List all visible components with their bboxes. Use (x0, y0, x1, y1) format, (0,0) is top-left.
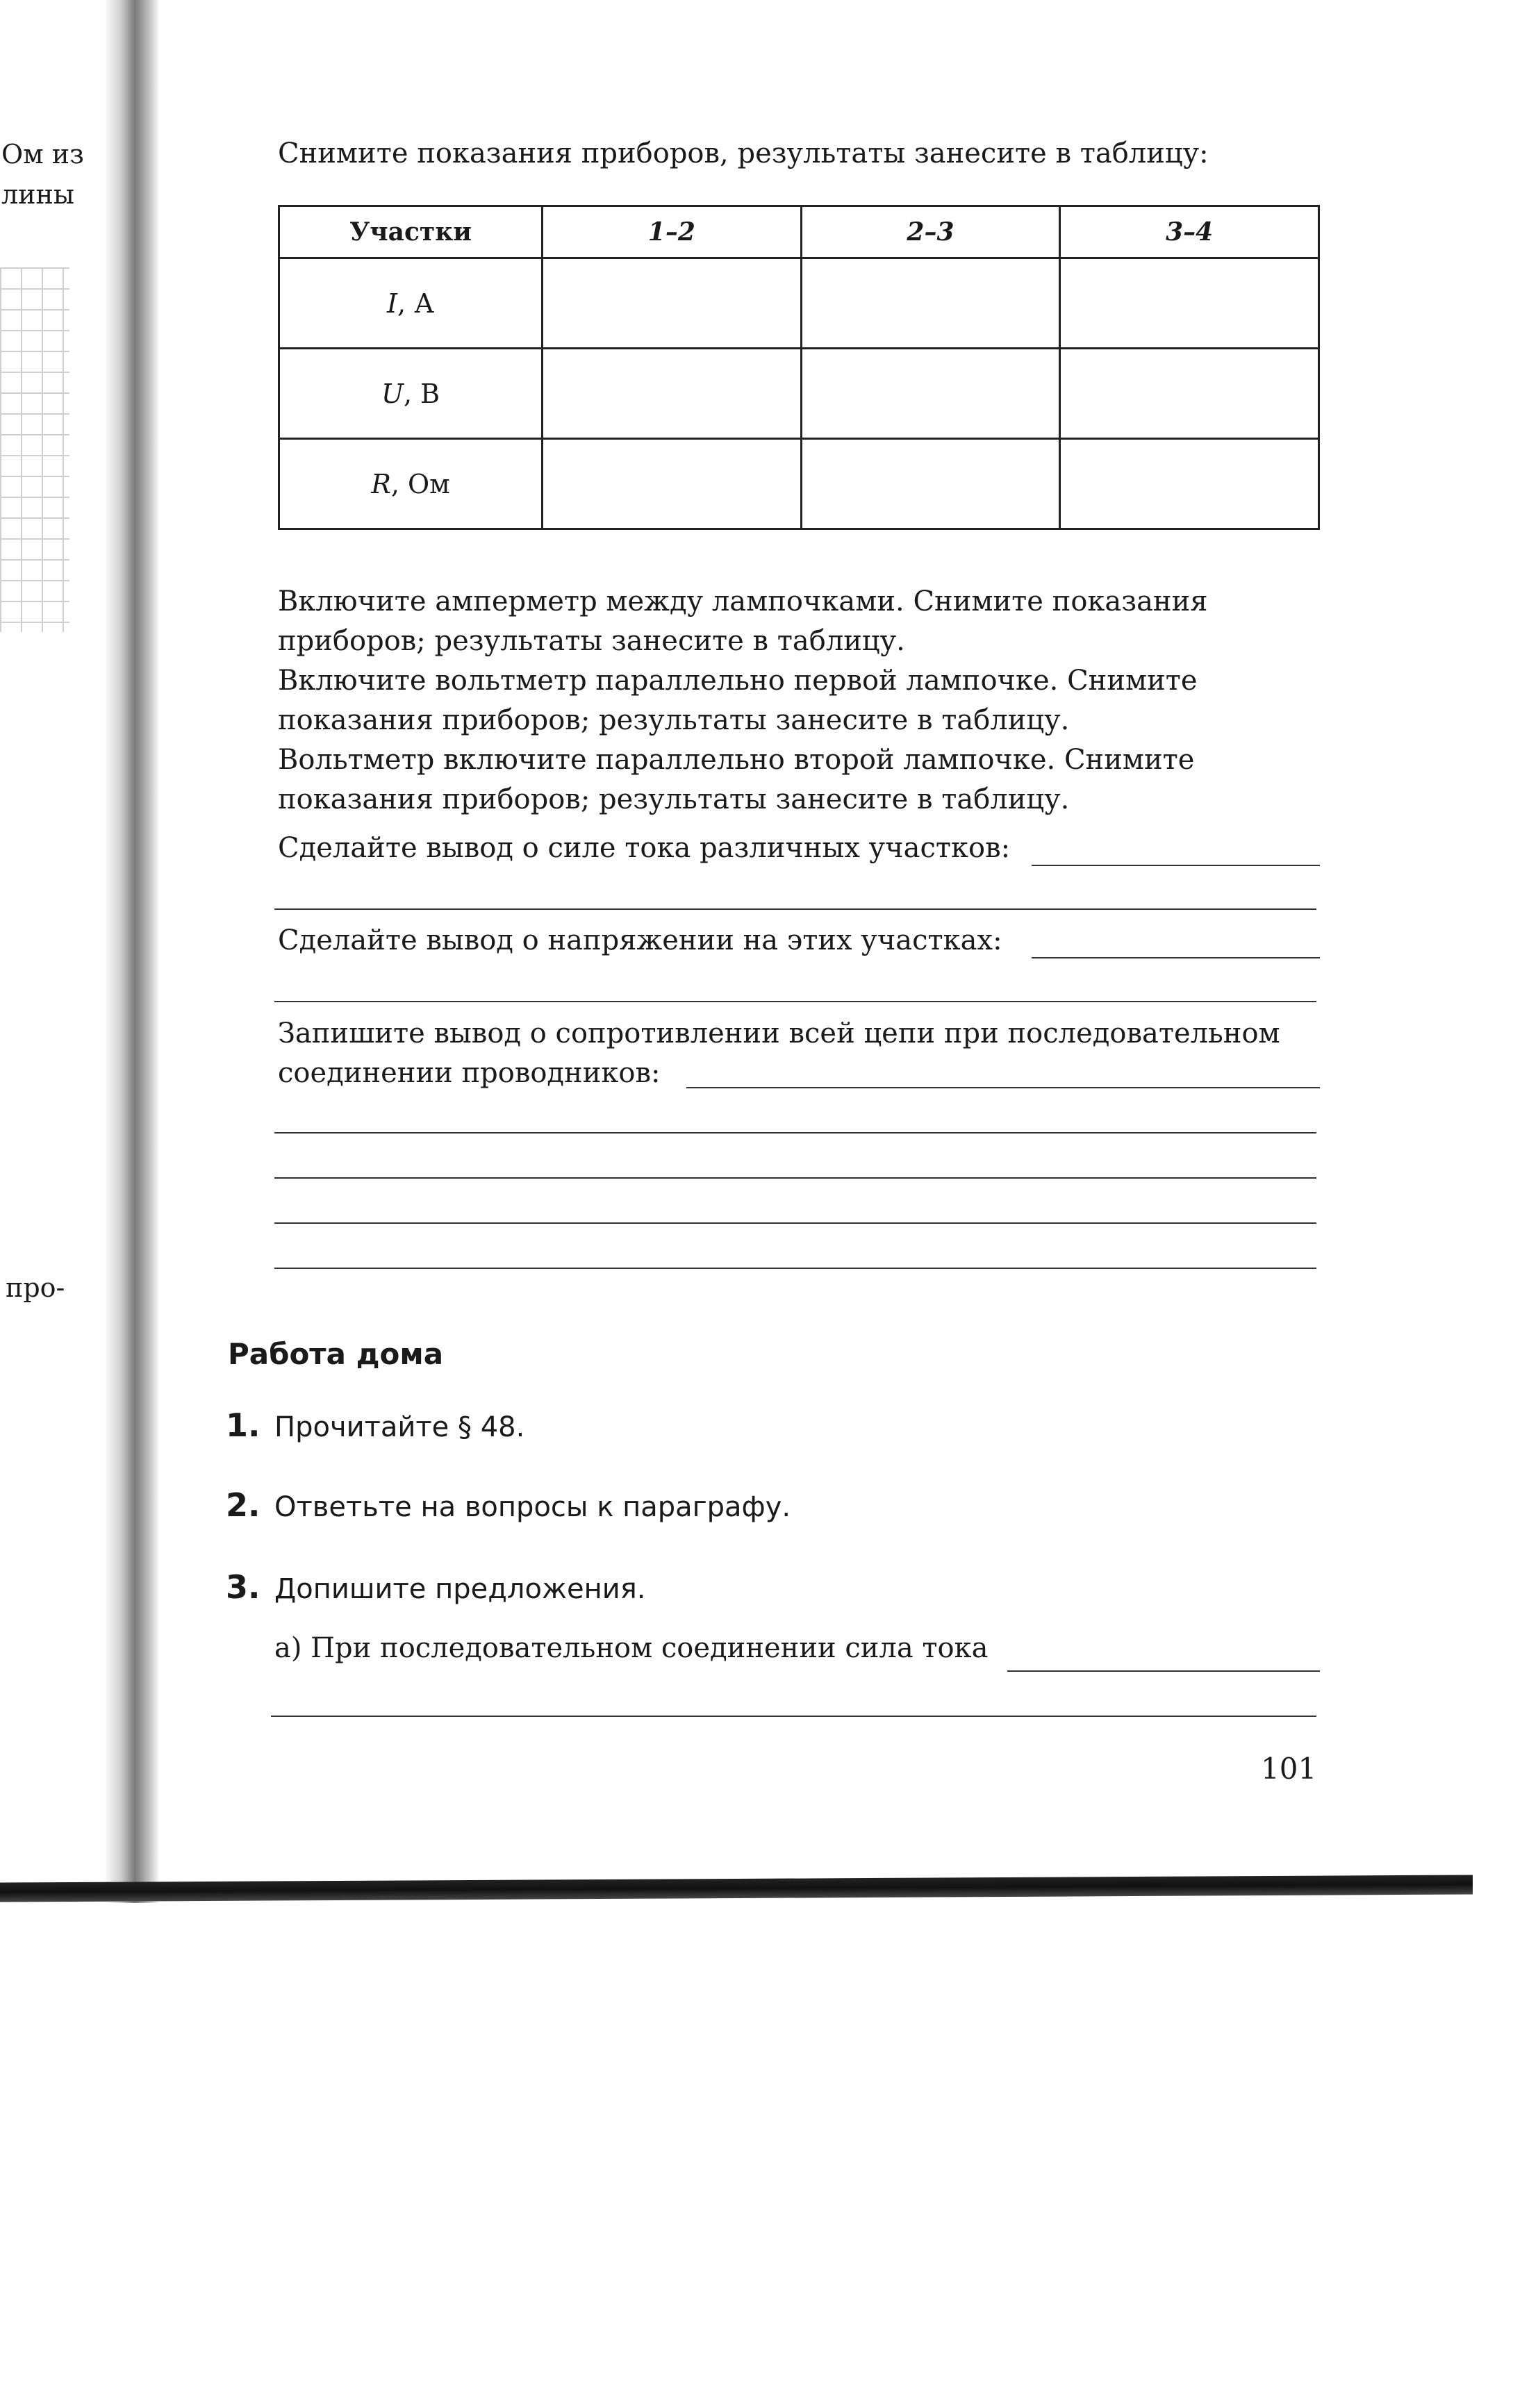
task-number: 3. (226, 1568, 261, 1606)
table-cell[interactable] (543, 439, 802, 529)
homework-subitem-a: а) При последовательном соединении сила тока (274, 1632, 989, 1664)
instruction-voltmeter-first: Включите вольтметр параллельно первой лампочке. Снимите показания приборов; результаты занесите в таблицу. (278, 665, 1198, 736)
table-row-resistance (279, 439, 1319, 529)
task-number: 2. (226, 1486, 261, 1524)
instruction-voltmeter-second: Вольтметр включите параллельно второй лампочке. Снимите показания приборов; результаты занесите в таблицу. (278, 744, 1195, 815)
answer-line[interactable] (1032, 957, 1320, 958)
table-header-row (279, 206, 1319, 258)
page-bottom-edge (0, 1875, 1473, 1902)
answer-line[interactable] (274, 1132, 1316, 1134)
table-row-voltage (279, 349, 1319, 439)
table-row-current (279, 258, 1319, 349)
book-spine-shadow (104, 0, 160, 1903)
row-label: I, А (279, 258, 543, 349)
homework-task-1 (226, 1406, 524, 1444)
table-intro: Снимите показания приборов, результаты занесите в таблицу: (278, 138, 1209, 169)
row-label: R, Ом (279, 439, 543, 529)
table-cell[interactable] (543, 349, 802, 439)
answer-line[interactable] (1007, 1670, 1320, 1672)
instruction-ammeter: Включите амперметр между лампочками. Снимите показания приборов; результаты занесите в таблицу. (278, 586, 1208, 657)
homework-task-2 (226, 1486, 791, 1524)
table-cell[interactable] (543, 258, 802, 349)
header-sections: Участки (279, 206, 543, 258)
left-page-grid (0, 267, 69, 632)
answer-line[interactable] (274, 1222, 1316, 1224)
answer-line[interactable] (274, 1001, 1316, 1002)
left-page-fragment: Ом из (1, 139, 84, 169)
answer-line[interactable] (686, 1087, 1320, 1088)
answer-line[interactable] (274, 908, 1316, 910)
task-text: Допишите предложения. (274, 1573, 646, 1605)
header-section-1-2: 1–2 (543, 206, 802, 258)
table-cell[interactable] (1060, 258, 1319, 349)
left-page-fragment: про- (6, 1272, 65, 1303)
table-cell[interactable] (1060, 349, 1319, 439)
page-number: 101 (1261, 1752, 1317, 1786)
readings-table (278, 205, 1320, 530)
task-text: Прочитайте § 48. (274, 1411, 525, 1443)
prompt-voltage-conclusion: Сделайте вывод о напряжении на этих участках: (278, 924, 1002, 956)
prompt-current-conclusion: Сделайте вывод о силе тока различных участков: (278, 832, 1011, 864)
table-cell[interactable] (801, 439, 1060, 529)
left-page-fragment: лины (1, 179, 75, 210)
homework-task-3 (226, 1568, 646, 1606)
table-cell[interactable] (1060, 439, 1319, 529)
homework-title: Работа дома (228, 1337, 444, 1371)
header-section-3-4: 3–4 (1060, 206, 1319, 258)
answer-line[interactable] (271, 1716, 1316, 1717)
task-text: Ответьте на вопросы к параграфу. (274, 1491, 791, 1523)
answer-line[interactable] (274, 1268, 1316, 1269)
table-cell[interactable] (801, 349, 1060, 439)
answer-line[interactable] (274, 1177, 1316, 1179)
table-cell[interactable] (801, 258, 1060, 349)
task-number: 1. (226, 1406, 261, 1444)
row-label: U, В (279, 349, 543, 439)
prompt-resistance-conclusion: Запишите вывод о сопротивлении всей цепи при последовательном соединении проводников: (278, 1018, 1280, 1089)
answer-line[interactable] (1032, 865, 1320, 866)
header-section-2-3: 2–3 (801, 206, 1060, 258)
